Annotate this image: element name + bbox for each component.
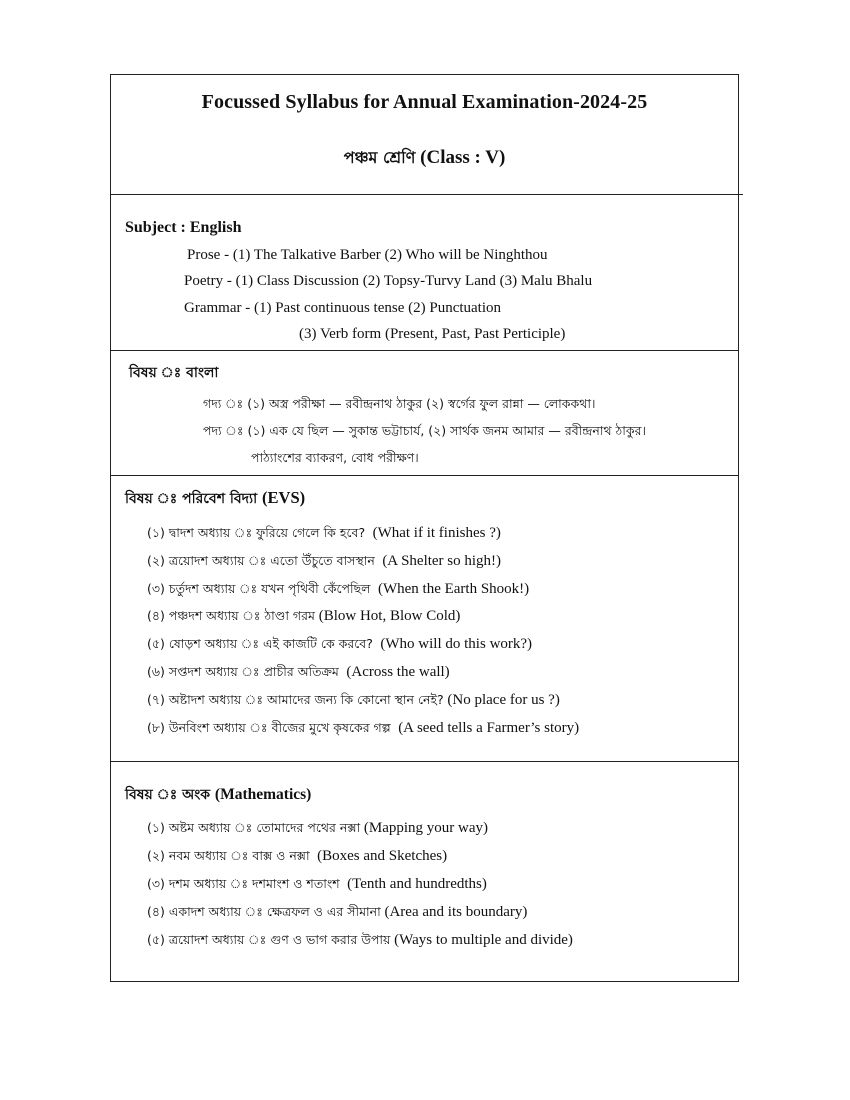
evs-heading: [125, 487, 305, 511]
list-item: (২) ত্রয়োদশ অধ্যায় ঃ এতো উঁচুতে বাসস্থান (A Shelter so high!): [147, 553, 502, 569]
english-prose: Prose - (1) The Talkative Barber (2) Who will be Ninghthou: [187, 247, 548, 263]
header-section: [111, 75, 738, 195]
english-grammar-continued: (3) Verb form (Present, Past, Past Perticiple): [299, 326, 566, 342]
list-item: (৫) ত্রয়োদশ অধ্যায় ঃ গুণ ও ভাগ করার উপায় (Ways to multiple and divide): [147, 932, 573, 948]
bangla-section: [111, 351, 738, 475]
list-item: (৫) ষোড়শ অধ্যায় ঃ এই কাজটি কে করবে? (Who will do this work?): [147, 636, 533, 652]
list-item: (২) নবম অধ্যায় ঃ বাক্স ও নক্সা (Boxes and Sketches): [147, 848, 448, 864]
evs-heading-bn: বিষয় ঃ পরিবেশ বিদ্যা: [125, 491, 258, 507]
bangla-grammar: পাঠ্যাংশের ব্যাকরণ, বোধ পরীক্ষণ।: [251, 450, 419, 465]
math-heading: [125, 783, 311, 807]
list-item: (৭) অষ্টাদশ অধ্যায় ঃ আমাদের জন্য কি কোনো স্থান নেই? (No place for us ?): [147, 692, 560, 708]
list-item: (৬) সপ্তদশ অধ্যায় ঃ প্রাচীর অতিক্রম (Across the wall): [147, 664, 450, 680]
english-poetry: Poetry - (1) Class Discussion (2) Topsy-Turvy Land (3) Malu Bhalu: [184, 273, 593, 289]
list-item: (১) দ্বাদশ অধ্যায় ঃ ফুরিয়ে গেলে কি হবে? (What if it finishes ?): [147, 525, 501, 541]
syllabus-table: [110, 74, 739, 982]
list-item: (৩) দশম অধ্যায় ঃ দশমাংশ ও শতাংশ (Tenth and hundredths): [147, 876, 487, 892]
bangla-poetry: পদ্য ঃ (১) এক যে ছিল — সুকান্ত ভট্টাচার্য, (২) সার্থক জনম আমার — রবীন্দ্রনাথ ঠাকুর।: [203, 423, 646, 438]
english-heading: Subject : English: [125, 219, 242, 236]
bangla-prose: গদ্য ঃ (১) অস্ত্র পরীক্ষা — রবীন্দ্রনাথ ঠাকুর (২) স্বর্গের ফুল রান্না — লোককথা।: [203, 396, 596, 411]
class-label-bn: পঞ্চম শ্রেণি: [343, 148, 416, 167]
evs-section: [111, 476, 738, 761]
evs-heading-en: (EVS): [262, 488, 306, 507]
class-label: [111, 145, 738, 172]
list-item: (৪) একাদশ অধ্যায় ঃ ক্ষেত্রফল ও এর সীমানা (Area and its boundary): [147, 904, 528, 920]
list-item: (৪) পঞ্চদশ অধ্যায় ঃ ঠাণ্ডা গরম (Blow Hot, Blow Cold): [147, 608, 461, 624]
math-heading-bn: বিষয় ঃ অংক: [125, 787, 211, 803]
document-title: Focussed Syllabus for Annual Examination-2024-25: [201, 91, 648, 113]
english-section: [111, 195, 738, 351]
math-heading-en: (Mathematics): [214, 786, 312, 803]
bangla-heading: বিষয় ঃ বাংলা: [129, 365, 219, 381]
math-section: [111, 762, 738, 982]
list-item: (১) অষ্টম অধ্যায় ঃ তোমাদের পথের নক্সা (Mapping your way): [147, 820, 489, 836]
list-item: (৮) উনবিংশ অধ্যায় ঃ বীজের মুখে কৃষকের গল্প (A seed tells a Farmer’s story): [147, 720, 580, 736]
list-item: (৩) চর্তুদশ অধ্যায় ঃ যখন পৃথিবী কেঁপেছিল (When the Earth Shook!): [147, 581, 530, 597]
english-grammar: Grammar - (1) Past continuous tense (2) Punctuation: [184, 300, 502, 316]
class-label-en: (Class : V): [420, 147, 506, 168]
